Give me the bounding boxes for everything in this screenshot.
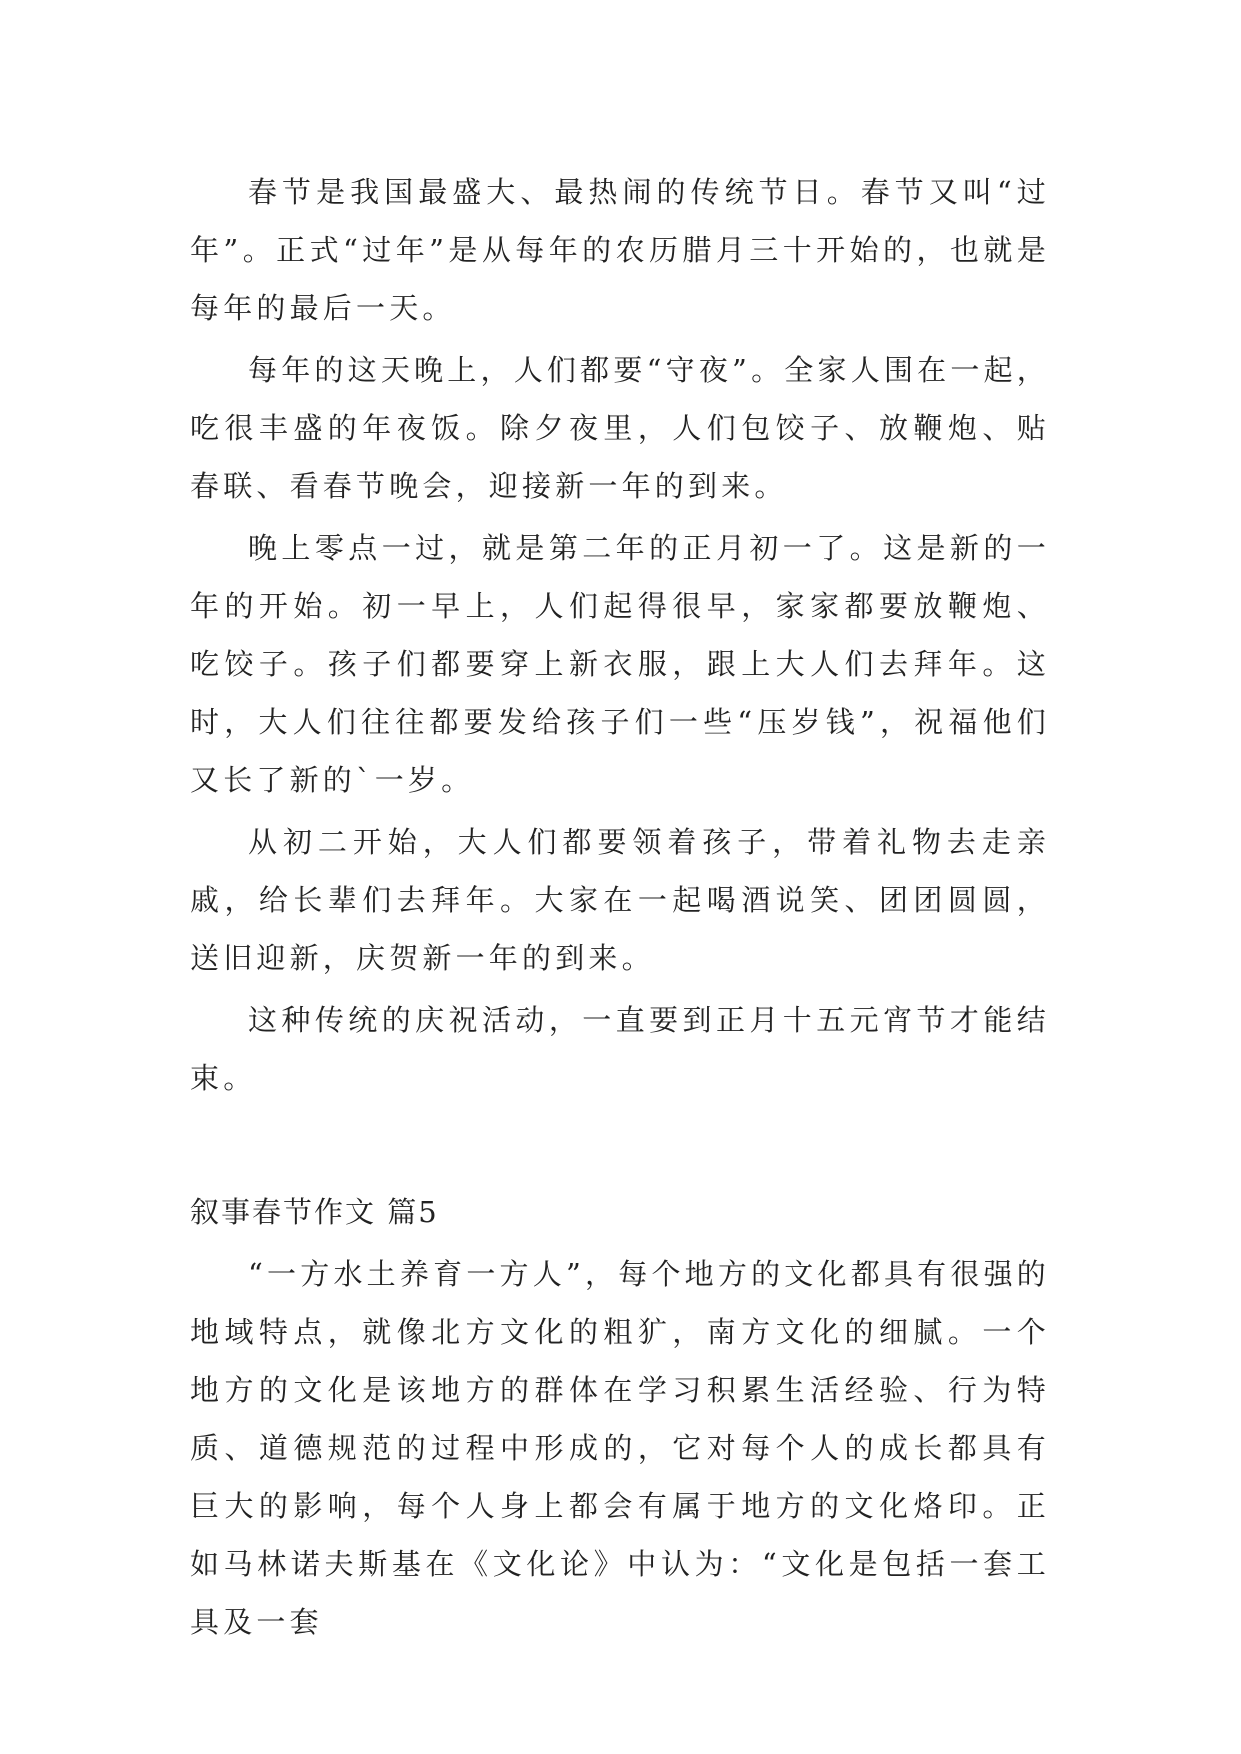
document-body [190, 163, 1050, 1651]
paragraph-3: 晚上零点一过，就是第二年的正月初一了。这是新的一年的开始。初一早上，人们起得很早，家家都要放鞭炮、吃饺子。孩子们都要穿上新衣服，跟上大人们去拜年。这时，大人们往往都要发给孩子们一些“压岁钱”，祝福他们又长了新的`一岁。 [190, 531, 1050, 797]
paragraph-2: 每年的这天晚上，人们都要“守夜”。全家人围在一起，吃很丰盛的年夜饭。除夕夜里，人们包饺子、放鞭炮、贴春联、看春节晚会，迎接新一年的到来。 [190, 353, 1050, 503]
paragraph-5: 这种传统的庆祝活动，一直要到正月十五元宵节才能结束。 [190, 1003, 1050, 1095]
paragraph-6: “一方水土养育一方人”，每个地方的文化都具有很强的地域特点，就像北方文化的粗犷，南方文化的细腻。一个地方的文化是该地方的群体在学习积累生活经验、行为特质、道德规范的过程中形成的，它对每个人的成长都具有巨大的影响，每个人身上都会有属于地方的文化烙印。正如马林诺夫斯基在《文化论》中认为：“文化是包括一套工具及一套 [190, 1257, 1050, 1639]
paragraph-4: 从初二开始，大人们都要领着孩子，带着礼物去走亲戚，给长辈们去拜年。大家在一起喝酒说笑、团团圆圆，送旧迎新，庆贺新一年的到来。 [190, 825, 1050, 975]
paragraph-1: 春节是我国最盛大、最热闹的传统节日。春节又叫“过年”。正式“过年”是从每年的农历腊月三十开始的，也就是每年的最后一天。 [190, 175, 1050, 325]
section-title: 叙事春节作文 篇5 [190, 1195, 439, 1229]
